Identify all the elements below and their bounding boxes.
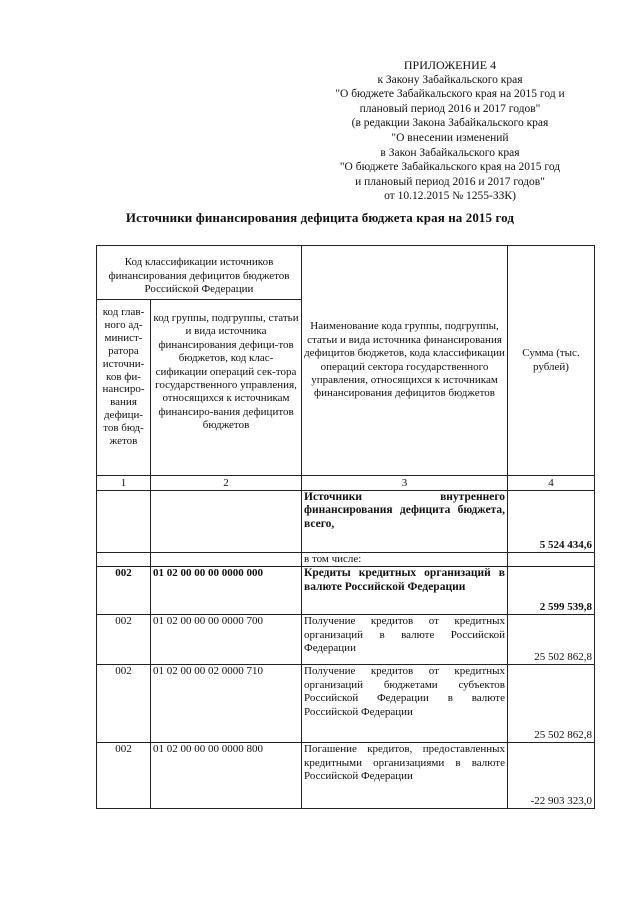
table-row — [97, 567, 595, 615]
header-sum: Сумма (тыс. рублей) — [508, 246, 595, 476]
appendix-line: (в редакции Закона Забайкальского края — [351, 117, 549, 130]
appendix-line: в Закон Забайкальского края — [380, 146, 520, 159]
column-number: 4 — [508, 476, 595, 491]
code-cell: 01 02 00 00 00 0000 700 — [151, 615, 302, 665]
amount-cell: 25 502 862,8 — [508, 615, 595, 665]
sources-table — [96, 245, 595, 809]
amount-cell: -22 903 323,0 — [508, 743, 595, 809]
name-cell: Получение кредитов от кредитных организаций в валюте Российской Федерации — [302, 615, 508, 665]
name-cell: Получение кредитов от кредитных организаций бюджетами субъектов Российской Федерации в валюте Российской Федерации — [302, 665, 508, 743]
admin-cell: 002 — [97, 567, 151, 615]
appendix-line: ПРИЛОЖЕНИЕ 4 — [403, 58, 497, 72]
header-group-code: код группы, подгруппы, статьи и вида источника финансирования дефици-тов бюджетов, код клас-сификации операций сек-тора государственного управления, относящихся к источникам финансиро-вания дефицитов бюджетов — [151, 300, 302, 476]
table-row — [97, 491, 595, 553]
document-title: Источники финансирования дефицита бюджета края на 2015 год — [125, 210, 515, 225]
code-cell: 01 02 00 00 00 0000 000 — [151, 567, 302, 615]
code-cell — [151, 491, 302, 553]
name-cell: Погашение кредитов, предоставленных кредитными организациями в валюте Российской Федерации — [302, 743, 508, 809]
appendix-line: от 10.12.2015 № 1255-ЗЗК) — [384, 190, 516, 203]
appendix-line: "О бюджете Забайкальского края на 2015 год и — [335, 88, 565, 101]
name-cell: в том числе: — [302, 553, 508, 567]
code-cell: 01 02 00 00 00 0000 800 — [151, 743, 302, 809]
header-classification: Код классификации источников финансирования дефицитов бюджетов Российской Федерации — [97, 246, 302, 300]
column-number: 3 — [302, 476, 508, 491]
name-cell: Кредиты кредитных организаций в валюте Российской Федерации — [302, 567, 508, 615]
column-number: 2 — [151, 476, 302, 491]
admin-cell — [97, 491, 151, 553]
admin-cell: 002 — [97, 743, 151, 809]
table-row — [97, 743, 595, 809]
appendix-line: "О бюджете Забайкальского края на 2015 год — [339, 161, 561, 174]
amount-cell: 25 502 862,8 — [508, 665, 595, 743]
amount-cell — [508, 553, 595, 567]
appendix-block — [300, 58, 600, 204]
appendix-line: "О внесении изменений — [391, 131, 509, 144]
name-cell: Источники внутреннего финансирования дефицита бюджета, всего, — [302, 491, 508, 553]
admin-cell: 002 — [97, 615, 151, 665]
appendix-line: плановый период 2016 и 2017 годов" — [359, 102, 541, 115]
column-numbers-row — [97, 476, 595, 491]
column-number: 1 — [97, 476, 151, 491]
admin-cell: 002 — [97, 665, 151, 743]
table-row — [97, 553, 595, 567]
admin-cell — [97, 553, 151, 567]
header-name: Наименование кода группы, подгруппы, статьи и вида источника финансирования дефицитов бюджетов, кода классификации операций сектора государственного управления, относящихся к источникам финансирования дефицитов бюджетов — [302, 246, 508, 476]
code-cell: 01 02 00 00 02 0000 710 — [151, 665, 302, 743]
appendix-line: к Закону Забайкальского края — [377, 73, 523, 86]
amount-cell: 2 599 539,8 — [508, 567, 595, 615]
table-row — [97, 665, 595, 743]
appendix-line: и плановый период 2016 и 2017 годов" — [355, 175, 545, 188]
header-admin-code: код глав-ного ад-минист-ратора источни-ков фи-нансиро-вания дефици-тов бюд-жетов — [97, 300, 151, 476]
table-row — [97, 615, 595, 665]
amount-cell: 5 524 434,6 — [508, 491, 595, 553]
code-cell — [151, 553, 302, 567]
